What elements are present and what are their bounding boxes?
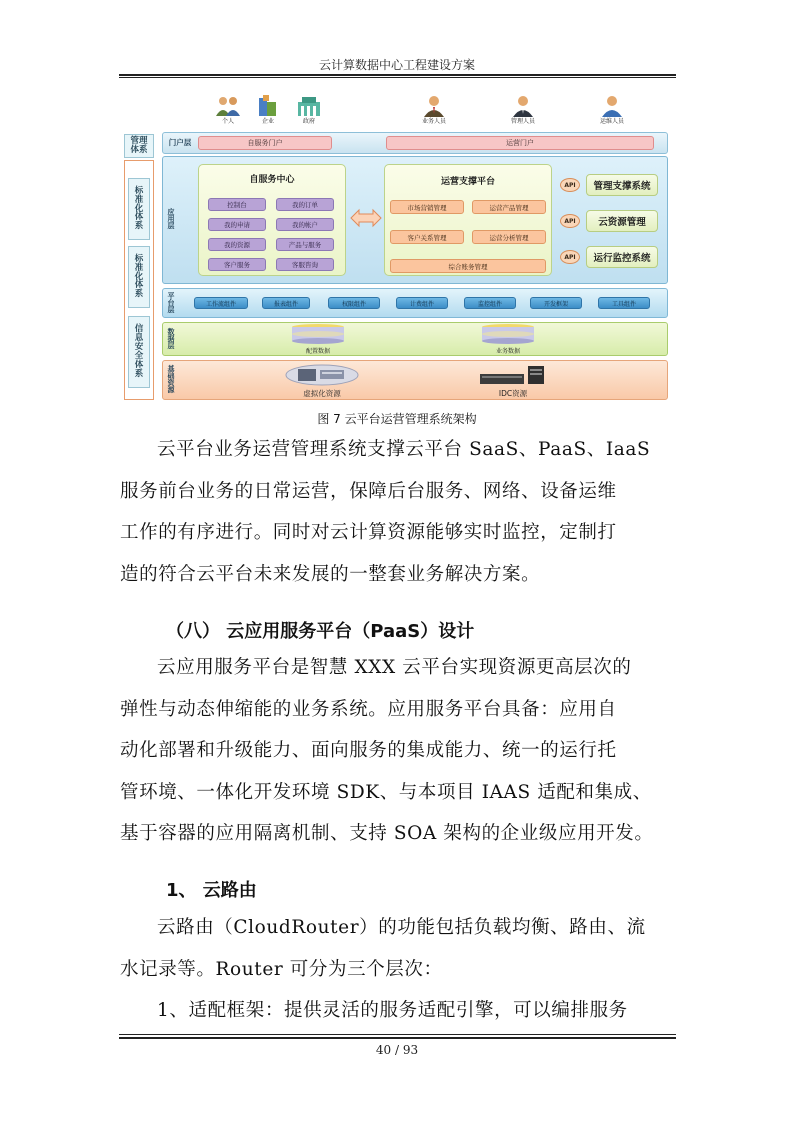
app-layer-label: 应用层	[167, 207, 175, 230]
footer-rule	[119, 1037, 676, 1039]
ops-cell: 运营分析管理	[472, 230, 546, 244]
ops-cell-wide: 综合账务管理	[390, 259, 546, 273]
side-security: 信息安全体系	[128, 316, 150, 388]
base-layer	[162, 360, 668, 400]
run-monitor-system: 运行监控系统	[586, 246, 658, 268]
text-line: 服务前台业务的日常运营，保障后台服务、网络、设备运维	[120, 480, 617, 502]
user-government	[294, 94, 324, 125]
user-enterprise	[254, 94, 282, 125]
ss-cell: 我的资源	[208, 238, 266, 251]
data-item: 业务数据	[495, 348, 520, 355]
people-icon	[214, 94, 242, 118]
base-item: 虚拟化资源	[303, 389, 341, 398]
header-rule-thin	[119, 77, 676, 78]
text-line: 基于容器的应用隔离机制、支持 SOA 架构的企业级应用开发。	[120, 823, 654, 844]
ops-cell: 客户关系管理	[390, 230, 464, 244]
database-icon	[478, 323, 538, 345]
government-icon	[294, 94, 324, 118]
ss-cell: 我的订单	[276, 198, 334, 211]
side-mgmt-system: 管理体系	[124, 134, 154, 158]
user-label: 个人	[221, 118, 234, 125]
architecture-diagram	[122, 94, 670, 404]
platform-layer-label: 平台层	[167, 291, 175, 314]
platform-item: 工作流组件	[194, 297, 248, 309]
api-badge: API	[560, 178, 580, 192]
user-individual	[214, 94, 242, 125]
ops-cell: 市场营销管理	[390, 200, 464, 214]
platform-item: 权限组件	[328, 297, 380, 309]
database-icon	[288, 323, 348, 345]
mgmt-support-system: 管理支撑系统	[586, 174, 658, 196]
page-number: 40 / 93	[375, 1043, 419, 1057]
platform-item: 监控组件	[464, 297, 516, 309]
side-standard: 标准化体系	[128, 178, 150, 240]
operator-icon	[598, 94, 626, 118]
text-line: 1、适配框架：提供灵活的服务适配引擎，可以编排服务	[157, 1000, 628, 1021]
text-line: 水记录等。Router 可分为三个层次：	[120, 958, 443, 980]
portal-layer-label: 门户层	[168, 138, 192, 148]
ss-cell: 我的帐户	[276, 218, 334, 231]
api-badge: API	[560, 214, 580, 228]
text-line: 工作的有序进行。同时对云计算资源能够实时监控，定制打	[120, 522, 617, 543]
user-manager	[507, 94, 539, 125]
idc-server-icon	[478, 364, 548, 386]
user-label: 业务人员	[421, 118, 446, 125]
page-header: 云计算数据中心工程建设方案	[318, 58, 475, 72]
subsection-heading: 1、 云路由	[166, 880, 257, 901]
text-line: 造的符合云平台未来发展的一整套业务解决方案。	[120, 563, 541, 585]
cloud-resource-mgmt: 云资源管理	[586, 210, 658, 232]
header-rule	[119, 74, 676, 76]
api-badge: API	[560, 250, 580, 264]
paragraph-3	[120, 907, 676, 1032]
ops-cell: 运营产品管理	[472, 200, 546, 214]
text-line: 动化部署和升级能力、面向服务的集成能力、统一的运行托	[120, 740, 617, 761]
manager-icon	[509, 94, 537, 118]
text-line: 云应用服务平台是智慧 XXX 云平台实现资源更高层次的	[157, 657, 632, 678]
base-item: IDC资源	[498, 389, 528, 398]
virtual-server-icon	[284, 364, 360, 386]
double-arrow-icon	[350, 208, 382, 228]
ss-cell: 客户服务	[208, 258, 266, 271]
user-label: 管理人员	[510, 118, 535, 125]
user-label: 运维人员	[599, 118, 624, 125]
staff-icon	[420, 94, 448, 118]
ss-cell: 产品与服务	[276, 238, 334, 251]
platform-item: 开发框架	[530, 297, 582, 309]
data-layer-label: 数据层	[167, 327, 175, 350]
base-layer-label: 基础资源	[167, 365, 175, 394]
self-service-title: 自服务中心	[249, 175, 295, 185]
user-staff	[418, 94, 450, 125]
ops-platform-title: 运营支撑平台	[440, 177, 495, 187]
section-heading: （八） 云应用服务平台（PaaS）设计	[166, 621, 475, 642]
paragraph-1	[120, 429, 676, 595]
text-line: 云平台业务运营管理系统支撑云平台 SaaS、PaaS、IaaS	[157, 439, 651, 460]
self-service-portal: 自服务门户	[198, 136, 332, 150]
user-operator	[596, 94, 628, 125]
text-line: 管环境、一体化开发环境 SDK、与本项目 IAAS 适配和集成、	[120, 781, 652, 803]
data-layer	[162, 322, 668, 356]
ss-cell: 控制台	[208, 198, 266, 211]
ss-cell: 我的申请	[208, 218, 266, 231]
platform-item: 工具组件	[598, 297, 650, 309]
side-norm: 标准化体系	[128, 246, 150, 308]
user-label: 企业	[261, 118, 274, 125]
text-line: 弹性与动态伸缩能的业务系统。应用服务平台具备：应用自	[120, 698, 617, 720]
platform-item: 计费组件	[396, 297, 448, 309]
paragraph-2	[120, 647, 676, 855]
data-item: 配置数据	[305, 348, 330, 355]
footer-rule-thin	[119, 1034, 676, 1035]
figure-caption: 图 7 云平台运营管理系统架构	[317, 412, 477, 426]
platform-item: 报表组件	[262, 297, 310, 309]
text-line: 云路由（CloudRouter）的功能包括负载均衡、路由、流	[157, 917, 646, 938]
enterprise-icon	[254, 94, 282, 118]
ss-cell: 客服咨询	[276, 258, 334, 271]
user-label: 政府	[302, 118, 315, 125]
ops-portal: 运营门户	[386, 136, 654, 150]
